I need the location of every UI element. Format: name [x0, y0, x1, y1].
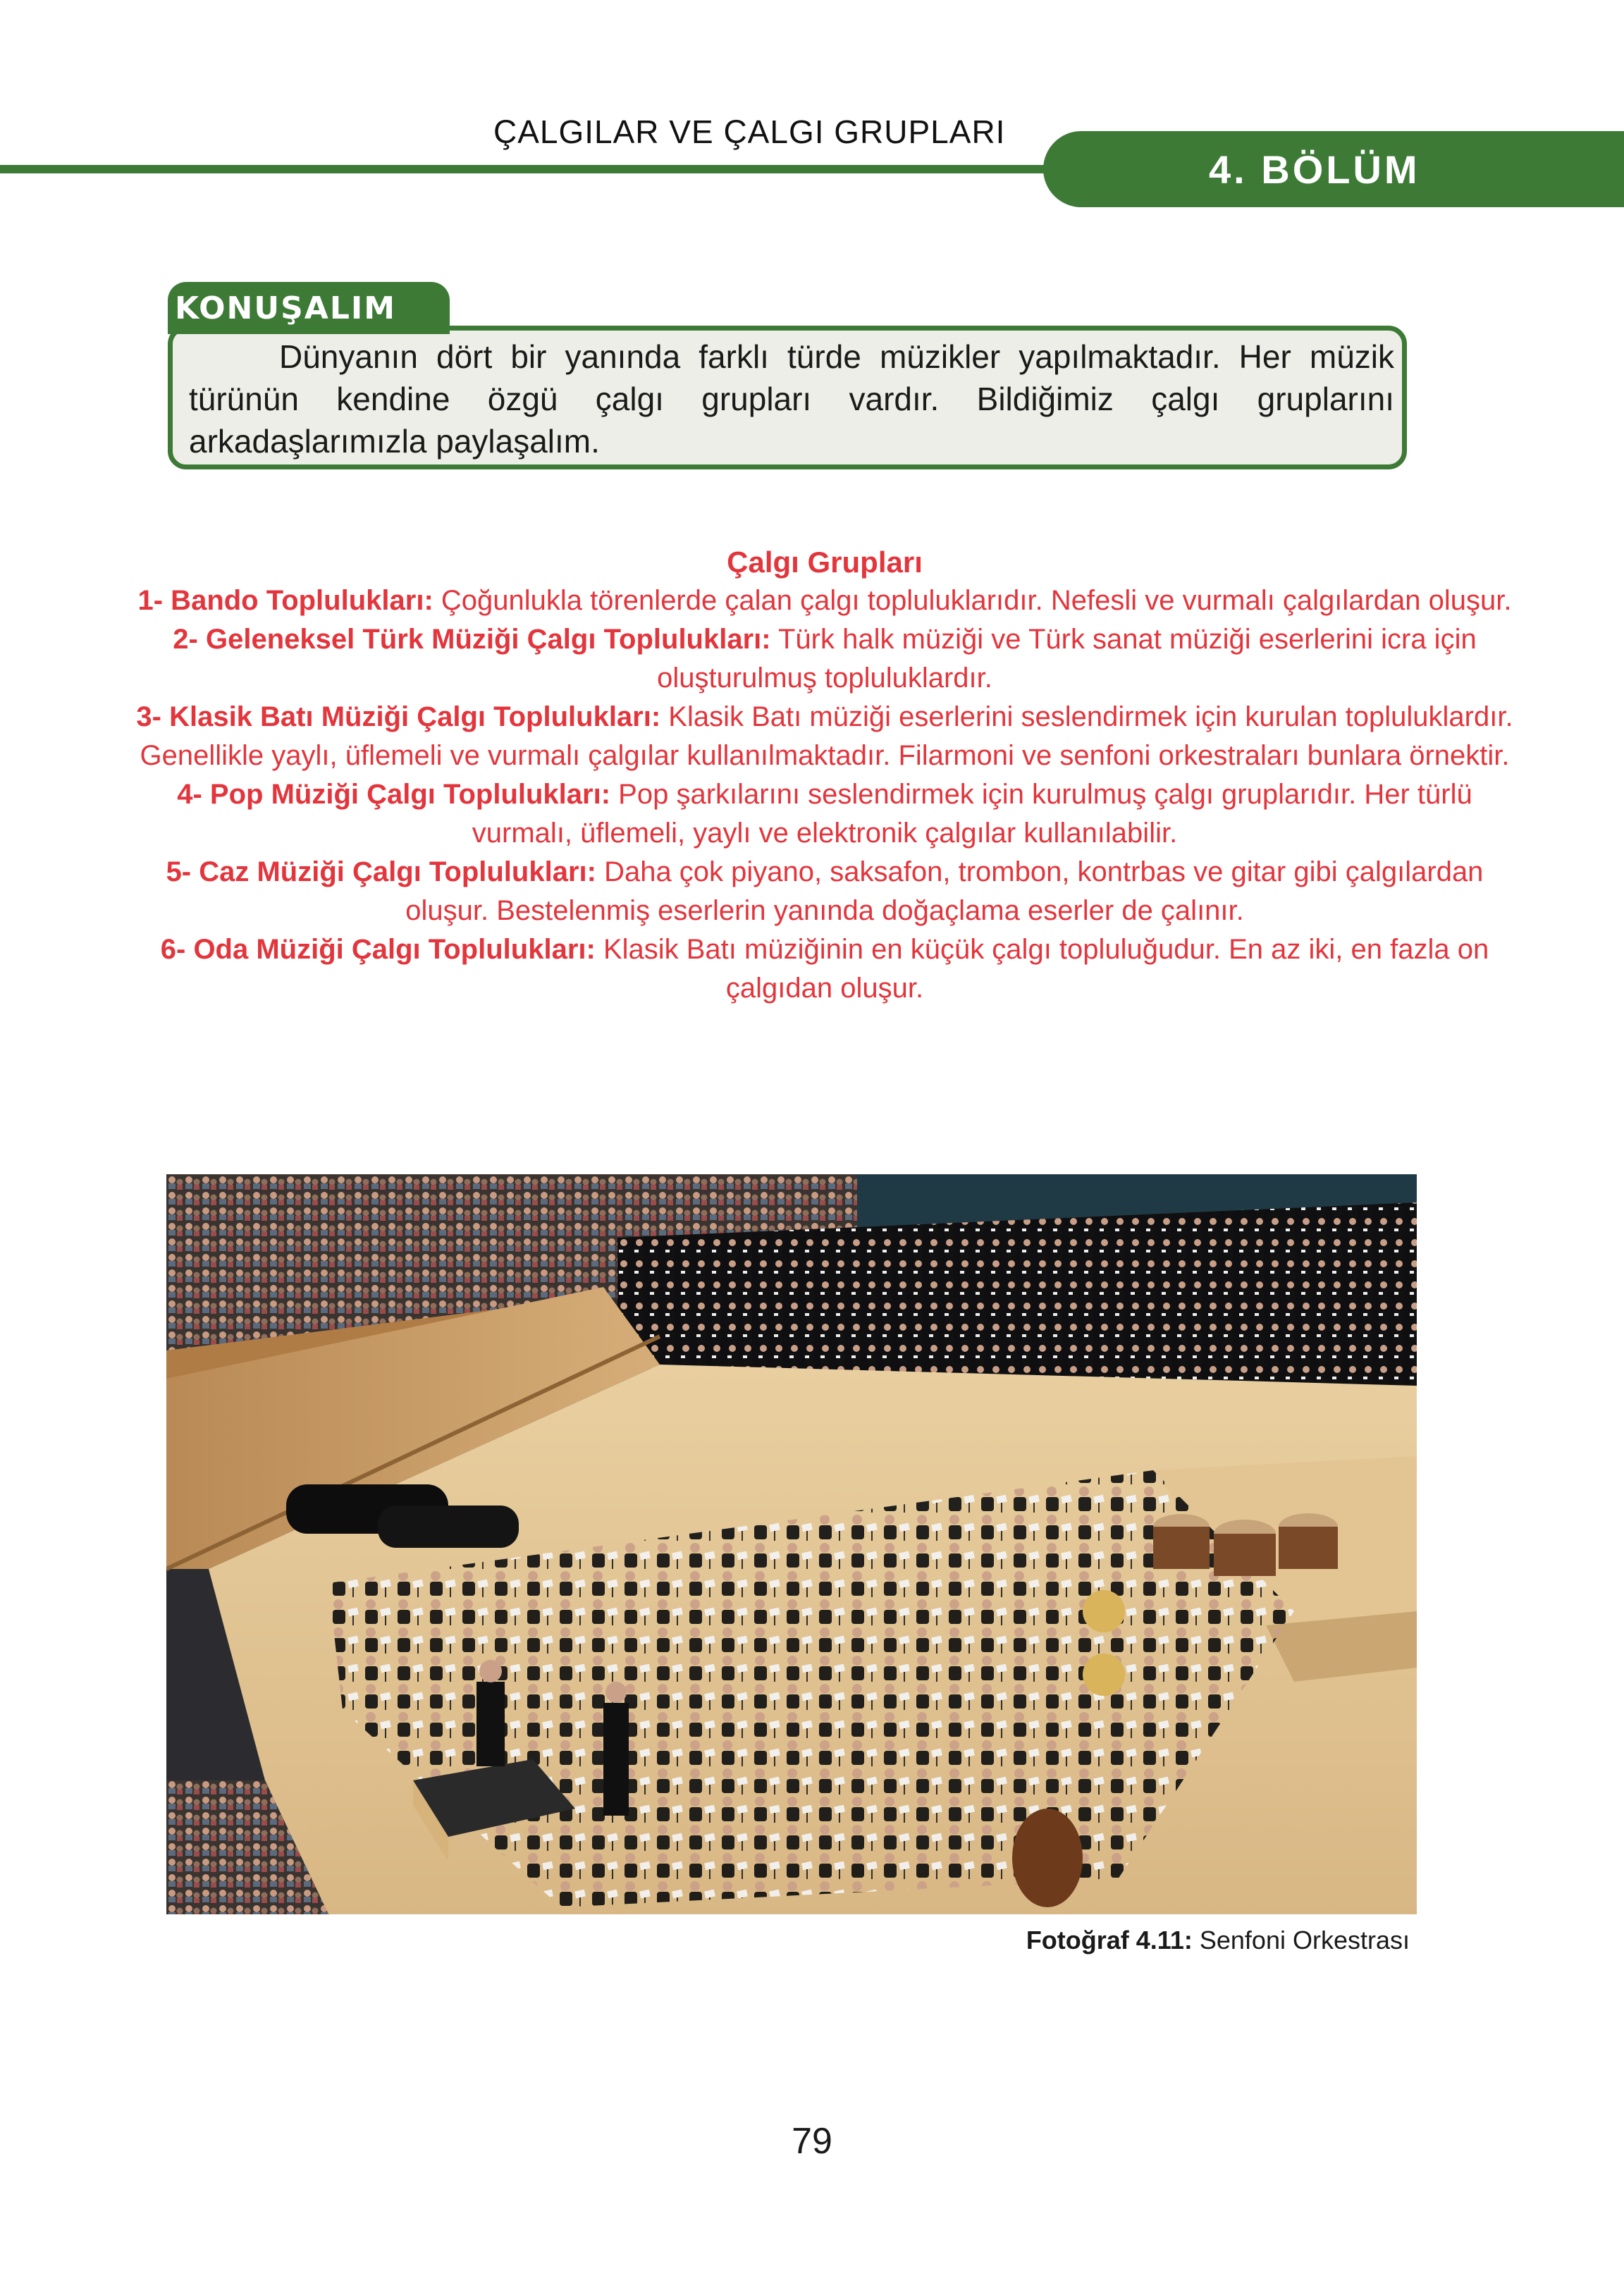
group-text: Klasik Batı müziği eserlerini seslendirmek için kurulan topluluklardır. Genellikle yaylı, üflemeli ve vurmalı çalgılar kullanılmaktadır. Filarmoni ve senfoni orkestraları bunlara örnektir.	[140, 701, 1513, 771]
page-number: 79	[792, 2121, 832, 2162]
group-item-6	[134, 930, 1515, 1008]
group-term: 1- Bando Toplulukları:	[137, 585, 433, 616]
group-text: Daha çok piyano, saksafon, trombon, kontrbas ve gitar gibi çalgılardan oluşur. Bestelenmiş eserlerin yanında doğaçlama eserler de çalınır.	[405, 856, 1484, 926]
group-text: Türk halk müziği ve Türk sanat müziği eserlerini icra için oluşturulmuş topluluklardır.	[657, 624, 1477, 694]
group-item-1	[134, 581, 1515, 620]
group-term: 5- Caz Müziği Çalgı Toplulukları:	[166, 856, 596, 887]
groups-heading: Çalgı Grupları	[727, 546, 923, 579]
group-text: Pop şarkılarını seslendirmek için kurulmuş çalgı gruplarıdır. Her türlü vurmalı, üflemeli, yaylı ve elektronik çalgılar kullanılabilir.	[472, 779, 1472, 849]
photo-caption	[1026, 1926, 1410, 1955]
group-term: 6- Oda Müziği Çalgı Toplulukları:	[160, 934, 596, 965]
group-text: Klasik Batı müziğinin en küçük çalgı topluluğudur. En az iki, en fazla on çalgıdan oluşur.	[595, 934, 1489, 1004]
group-text: Çoğunlukla törenlerde çalan çalgı topluluklarıdır. Nefesli ve vurmalı çalgılardan oluşur.	[433, 585, 1512, 616]
group-term: 3- Klasik Batı Müziği Çalgı Toplulukları:	[136, 701, 661, 732]
group-item-4	[134, 775, 1515, 853]
group-item-2	[134, 620, 1515, 698]
chapter-label: 4. BÖLÜM	[1209, 147, 1420, 192]
group-term: 4- Pop Müziği Çalgı Toplulukları:	[177, 779, 611, 810]
chapter-title: ÇALGILAR VE ÇALGI GRUPLARI	[493, 113, 1006, 150]
group-item-3	[134, 698, 1515, 775]
instrument-groups	[134, 543, 1515, 1008]
talk-text: Dünyanın dört bir yanında farklı türde müzikler yapılmaktadır. Her müzik türünün kendine özgü çalgı grupları vardır. Bildiğimiz çalgı gruplarını arkadaşlarımızla paylaşalım.	[189, 338, 1394, 460]
group-item-5	[134, 853, 1515, 930]
talk-label: KONUŞALIM	[175, 290, 397, 326]
orchestra-photo	[166, 1174, 1417, 1914]
caption-text: Senfoni Orkestrası	[1192, 1926, 1410, 1954]
group-term: 2- Geleneksel Türk Müziği Çalgı Toplulukları:	[173, 624, 771, 655]
caption-label: Fotoğraf 4.11:	[1026, 1926, 1193, 1954]
header-rule	[0, 165, 1057, 173]
